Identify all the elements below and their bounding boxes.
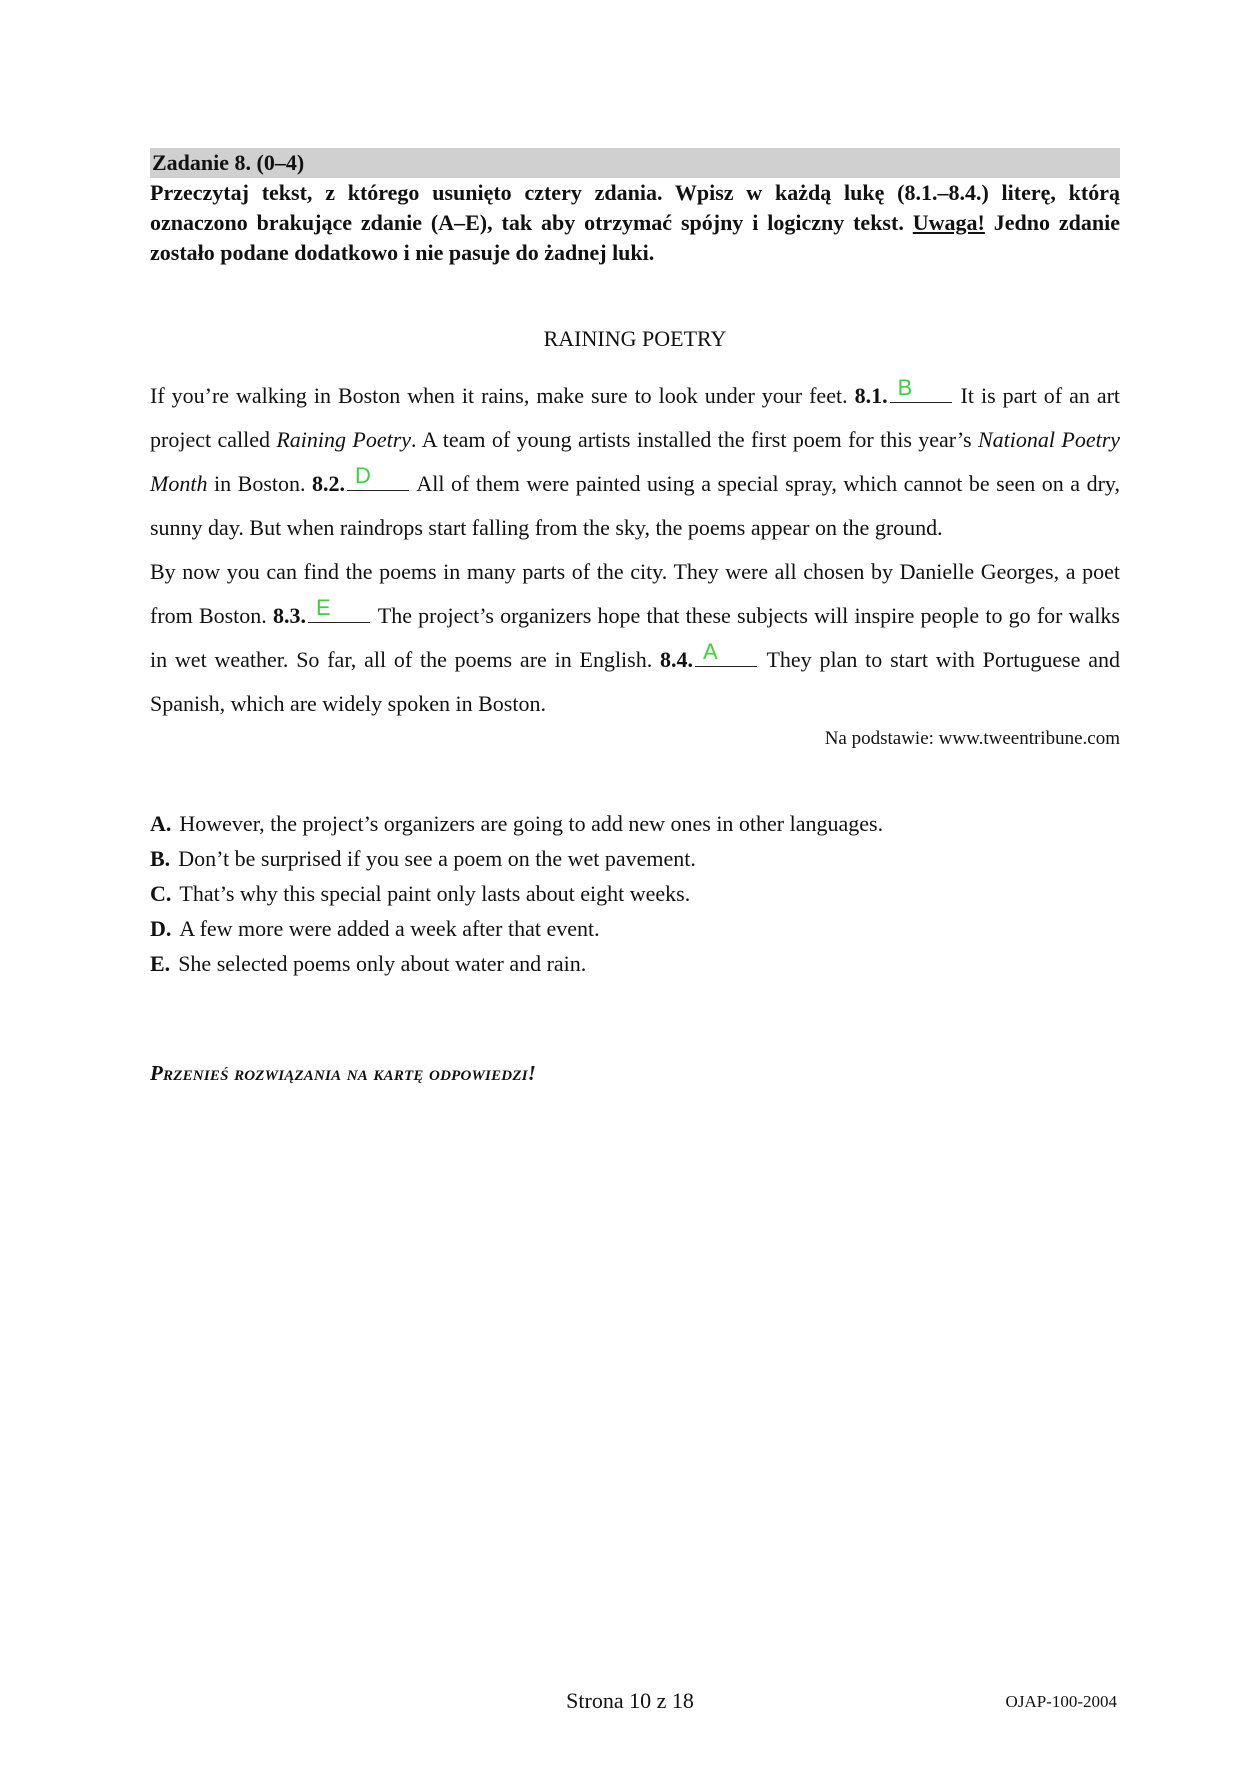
option-a xyxy=(150,806,1120,841)
option-b xyxy=(150,841,1120,876)
article-title: RAINING POETRY xyxy=(543,326,727,351)
option-d xyxy=(150,911,1120,946)
option-text: Don’t be surprised if you see a poem on the wet pavement. xyxy=(178,846,696,871)
uwaga-label: Uwaga! xyxy=(912,210,985,235)
gap-8-1[interactable] xyxy=(890,375,952,403)
exam-page xyxy=(150,148,1120,1086)
sentence: By now you can find the poems in many parts of the city. They were all chosen by Danielle Georges, a poet from Boston. xyxy=(150,559,1120,628)
answer-8-2: D xyxy=(355,463,371,488)
source-citation: Na podstawie: www.tweentribune.com xyxy=(824,728,1120,749)
answer-8-4: A xyxy=(703,639,718,664)
page-number: Strona 10 z 18 xyxy=(566,1688,694,1713)
sentence: . A team of young artists installed the first poem for this year’s xyxy=(411,427,972,452)
gap-label-8-3: 8.3. xyxy=(272,603,306,628)
option-letter: A. xyxy=(150,811,172,836)
option-letter: D. xyxy=(150,916,172,941)
sentence: If you’re walking in Boston when it rains, make sure to look under your feet. xyxy=(150,383,848,408)
instructions-text: Przeczytaj tekst, z którego usunięto cztery zdania. Wpisz w każdą lukę (8.1.–8.4.) literę, którą oznaczono brakujące zdanie (A–E), tak aby otrzymać spójny i logiczny tekst. xyxy=(150,180,1120,235)
option-text: A few more were added a week after that event. xyxy=(179,916,600,941)
option-text: However, the project’s organizers are going to add new ones in other languages. xyxy=(179,811,884,836)
article-paragraph-2 xyxy=(150,550,1120,726)
sentence: All of them were painted using a special spray, which cannot be seen on a dry, sunny day. But when raindrops start falling from the sky, the poems appear on the ground. xyxy=(150,471,1121,540)
option-letter: B. xyxy=(150,846,171,871)
instructions-note: Jedno zdanie zostało podane dodatkowo i nie pasuje do żadnej luki. xyxy=(150,210,1120,265)
answer-8-1: B xyxy=(897,375,913,400)
gap-8-3[interactable] xyxy=(308,595,370,623)
answer-8-3: E xyxy=(315,595,331,620)
option-e xyxy=(150,946,1120,981)
gap-label-8-1: 8.1. xyxy=(854,383,888,408)
sentence: They plan to start with Portuguese and Spanish, which are widely spoken in Boston. xyxy=(150,647,1121,716)
gap-label-8-2: 8.2. xyxy=(312,471,346,496)
project-name: Raining Poetry xyxy=(276,427,412,452)
gap-label-8-4: 8.4. xyxy=(660,647,694,672)
task-instructions xyxy=(150,178,1120,268)
sentence: The project’s organizers hope that these subjects will inspire people to go for walks in wet weather. So far, all of the poems are in English. xyxy=(150,603,1120,672)
gap-8-2[interactable] xyxy=(347,463,409,491)
options-list xyxy=(150,806,1120,981)
gap-8-4[interactable] xyxy=(695,639,757,667)
article-paragraph-1 xyxy=(150,374,1120,550)
option-letter: E. xyxy=(150,951,171,976)
option-text: She selected poems only about water and rain. xyxy=(178,951,587,976)
transfer-note: Przenieś rozwiązania na kartę odpowiedzi! xyxy=(150,1061,537,1085)
option-text: That’s why this special paint only lasts about eight weeks. xyxy=(179,881,691,906)
sentence: It is part of an art project called xyxy=(150,383,1121,452)
option-letter: C. xyxy=(150,881,172,906)
sentence: in Boston. xyxy=(214,471,306,496)
task-header: Zadanie 8. (0–4) xyxy=(150,148,1120,178)
option-c xyxy=(150,876,1120,911)
event-name: National Poetry Month xyxy=(150,427,1121,496)
exam-code: OJAP-100-2004 xyxy=(1005,1692,1117,1711)
